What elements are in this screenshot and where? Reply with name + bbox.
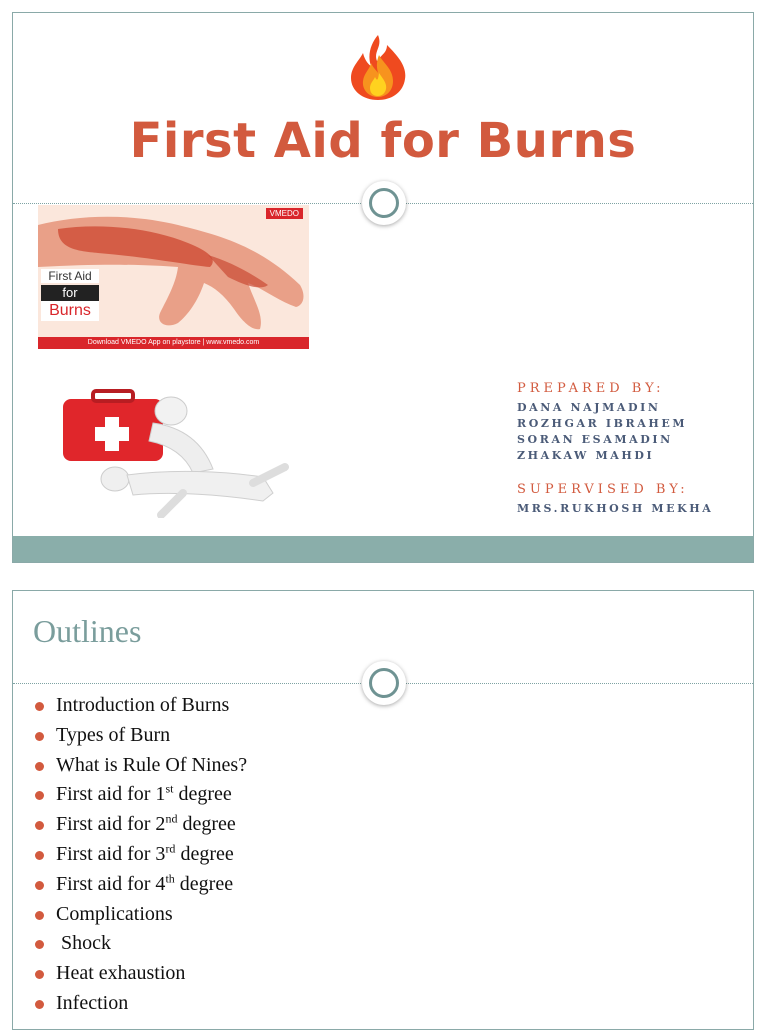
list-item: Heat exhaustion: [35, 959, 247, 989]
slide-title: Outlines: [33, 613, 142, 649]
supervised-by-label: SUPERVISED BY:: [517, 482, 689, 497]
divider-ornament: [362, 181, 406, 225]
list-item: First aid for 4th degree: [35, 870, 247, 900]
author-name: DANA NAJMADIN: [517, 401, 661, 414]
list-item: Infection: [35, 989, 247, 1019]
list-item: First aid for 3rd degree: [35, 840, 247, 870]
credits-block: [517, 381, 713, 517]
ad-line-2: for: [41, 285, 99, 301]
author-name: ZHAKAW MAHDI: [517, 449, 655, 462]
outline-list: [35, 691, 247, 1019]
title-slide: [12, 12, 754, 563]
prepared-by-label: PREPARED BY:: [517, 381, 665, 396]
outlines-slide: [12, 590, 754, 1030]
footer-bar: [13, 536, 753, 562]
list-item: Types of Burn: [35, 721, 247, 751]
ad-line-3: Burns: [41, 301, 99, 321]
burned-hand-image: [38, 205, 309, 349]
brand-badge: VMEDO: [266, 208, 303, 219]
slide-title: First Aid for Burns: [129, 113, 637, 169]
first-aid-kit-image: [53, 383, 293, 518]
ad-footer: Download VMEDO App on playstore | www.vmedo.com: [38, 337, 309, 349]
ad-line-1: First Aid: [41, 269, 99, 283]
divider-ornament: [362, 661, 406, 705]
list-item: What is Rule Of Nines?: [35, 751, 247, 781]
list-item: Complications: [35, 900, 247, 930]
list-item: First aid for 1st degree: [35, 780, 247, 810]
list-item: Shock: [35, 929, 247, 959]
author-name: ROZHGAR IBRAHEM: [517, 417, 688, 430]
fire-icon: [343, 33, 413, 101]
supervisor-name: MRS.RUKHOSH MEKHA: [517, 502, 714, 515]
list-item: Introduction of Burns: [35, 691, 247, 721]
author-name: SORAN ESAMADIN: [517, 433, 673, 446]
list-item: First aid for 2nd degree: [35, 810, 247, 840]
